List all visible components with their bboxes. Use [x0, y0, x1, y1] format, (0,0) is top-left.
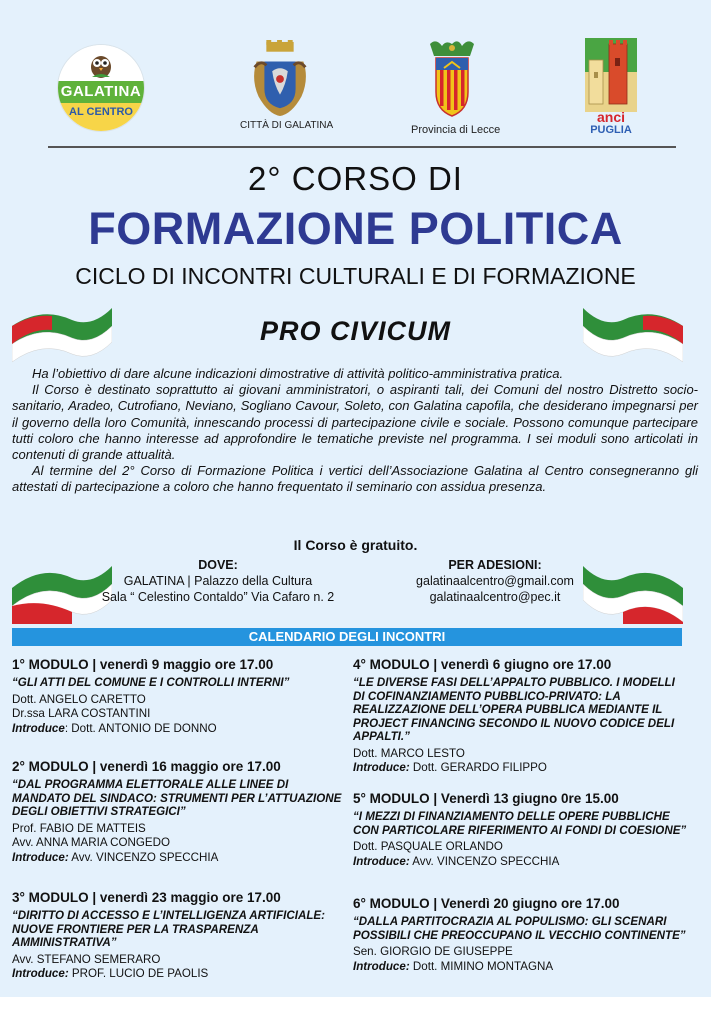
module-1	[12, 657, 342, 736]
provincia-caption: Provincia di Lecce	[411, 124, 501, 136]
module-6	[353, 896, 688, 974]
crest-icon	[250, 40, 310, 118]
module-header: 2° MODULO | venerdì 16 maggio ore 17.00	[12, 759, 281, 774]
logo-text-galatina: GALATINA	[60, 83, 142, 100]
module-speaker: Prof. FABIO DE MATTEIS	[12, 821, 146, 835]
module-title: “DALLA PARTITOCRAZIA AL POPULISMO: GLI SCENARI POSSIBILI CHE PREOCCUPANO IL VECCHIO CONTINENTE”	[353, 915, 686, 942]
module-speaker: Sen. GIORGIO DE GIUSEPPE	[353, 945, 513, 959]
logo-text-al-centro: AL CENTRO	[69, 106, 133, 118]
galatina-al-centro-logo	[58, 45, 144, 131]
module-3	[12, 890, 342, 982]
heading-corso: 2° CORSO DI	[248, 160, 463, 197]
provincia-di-lecce-crest	[422, 38, 482, 120]
module-introduce: Introduce: Avv. VINCENZO SPECCHIA	[12, 850, 219, 864]
module-title: “DAL PROGRAMMA ELETTORALE ALLE LINEE DI MANDATO DEL SINDACO: STRUMENTI PER L’ATTUAZIONE DEGLI OBIETTIVI STRATEGICI”	[12, 778, 342, 819]
module-header: 4° MODULO | venerdì 6 giugno ore 17.00	[353, 657, 612, 672]
anci-puglia-logo	[585, 38, 637, 138]
module-title: “GLI ATTI DEL COMUNE E I CONTROLLI INTERNI”	[12, 676, 290, 689]
module-speaker: Dott. PASQUALE ORLANDO	[353, 840, 503, 854]
venue-info	[78, 557, 358, 605]
anci-text: anci	[596, 109, 625, 125]
email-link[interactable]: galatinaalcentro@pec.it	[429, 590, 561, 604]
header-divider	[48, 146, 676, 148]
module-header: 5° MODULO | Venerdì 13 giugno 0re 15.00	[353, 791, 619, 806]
calendar-bar: CALENDARIO DEGLI INCONTRI	[12, 628, 682, 646]
heading-formazione-politica: FORMAZIONE POLITICA	[88, 203, 623, 254]
provincia-crest-icon	[422, 38, 482, 120]
intro-paragraph: Il Corso è destinato soprattutto ai giovani amministratori, o aspiranti tali, dei Comuni del nostro Distretto socio- sanitario, Aradeo, Cutrofiano, Neviano, Sogliano Cavour, Soleto, con Galatina capofila, che desiderano impegnarsi per il governo della loro Comunità, innescando processi di partecipazione civile e sociale. Possono comunque partecipare tutti coloro che hanno interesse ad approfondire le tematiche previste nel programma. I sei moduli sono articolati in contenuti di grande attualità.	[12, 382, 698, 463]
module-title: “LE DIVERSE FASI DELL’APPALTO PUBBLICO. I MODELLI DI COFINANZIAMENTO PUBBLICO-PRIVATO: LA REALIZZAZIONE DELL’OPERA PUBBLICA MEDIANTE IL PROJECT FINANCING SECONDO IL NUOVO CODICE DELI APPALTI.”	[353, 676, 675, 744]
gratuito-notice: Il Corso è gratuito.	[293, 537, 418, 553]
module-header: 3° MODULO | venerdì 23 maggio ore 17.00	[12, 890, 281, 905]
heading-ciclo: CICLO DI INCONTRI CULTURALI E DI FORMAZIONE	[75, 263, 636, 289]
module-introduce: Introduce: Dott. MIMINO MONTAGNA	[353, 959, 554, 973]
module-introduce: Introduce: Avv. VINCENZO SPECCHIA	[353, 854, 560, 868]
venue-line: Sala “ Celestino Contaldo” Via Cafaro n. 2	[101, 590, 335, 604]
module-speaker: Dott. MARCO LESTO	[353, 746, 465, 760]
module-4	[353, 657, 688, 776]
intro-paragraph: Al termine del 2° Corso di Formazione Politica i vertici dell’Associazione Galatina al Centro consegneranno gli attestati di partecipazione a coloro che hanno frequentato il seminario con assidua presenza.	[12, 463, 698, 495]
registration-title: PER ADESIONI:	[448, 558, 542, 572]
module-5	[353, 791, 688, 869]
module-speaker: Avv. STEFANO SEMERARO	[12, 952, 161, 966]
module-speaker: Dott. ANGELO CARETTO	[12, 692, 146, 706]
module-speaker: Dr.ssa LARA COSTANTINI	[12, 707, 151, 721]
page-bottom-margin	[0, 997, 711, 1024]
module-title: “DIRITTO DI ACCESSO E L’INTELLIGENZA ARTIFICIALE: NUOVE FRONTIERE PER LA TRASPARENZA AMMINISTRATIVA”	[12, 909, 326, 950]
module-title: “I MEZZI DI FINANZIAMENTO DELLE OPERE PUBBLICHE CON PARTICOLARE RIFERIMENTO AI FONDI DI COESIONE”	[353, 810, 687, 837]
module-introduce: Introduce: Dott. ANTONIO DE DONNO	[12, 721, 217, 735]
intro-text	[12, 366, 698, 496]
module-header: 1° MODULO | venerdì 9 maggio ore 17.00	[12, 657, 274, 672]
venue-title: DOVE:	[198, 558, 238, 572]
module-2	[12, 759, 342, 865]
email-link[interactable]: galatinaalcentro@gmail.com	[416, 574, 574, 588]
module-speaker: Avv. ANNA MARIA CONGEDO	[12, 836, 171, 850]
venue-line: GALATINA | Palazzo della Cultura	[123, 574, 313, 588]
heading-pro-civicum: PRO CIVICUM	[259, 316, 451, 346]
intro-paragraph: Ha l’obiettivo di dare alcune indicazioni dimostrative di attività politico-amministrativa pratica.	[32, 366, 564, 381]
citta-caption: CITTÀ DI GALATINA	[240, 120, 334, 131]
module-introduce: Introduce: PROF. LUCIO DE PAOLIS	[12, 967, 209, 981]
module-header: 6° MODULO | Venerdì 20 giugno ore 17.00	[353, 896, 620, 911]
owl-icon	[88, 51, 114, 79]
module-introduce: Introduce: Dott. GERARDO FILIPPO	[353, 761, 547, 775]
registration-info	[380, 557, 610, 605]
puglia-text: PUGLIA	[590, 124, 632, 136]
